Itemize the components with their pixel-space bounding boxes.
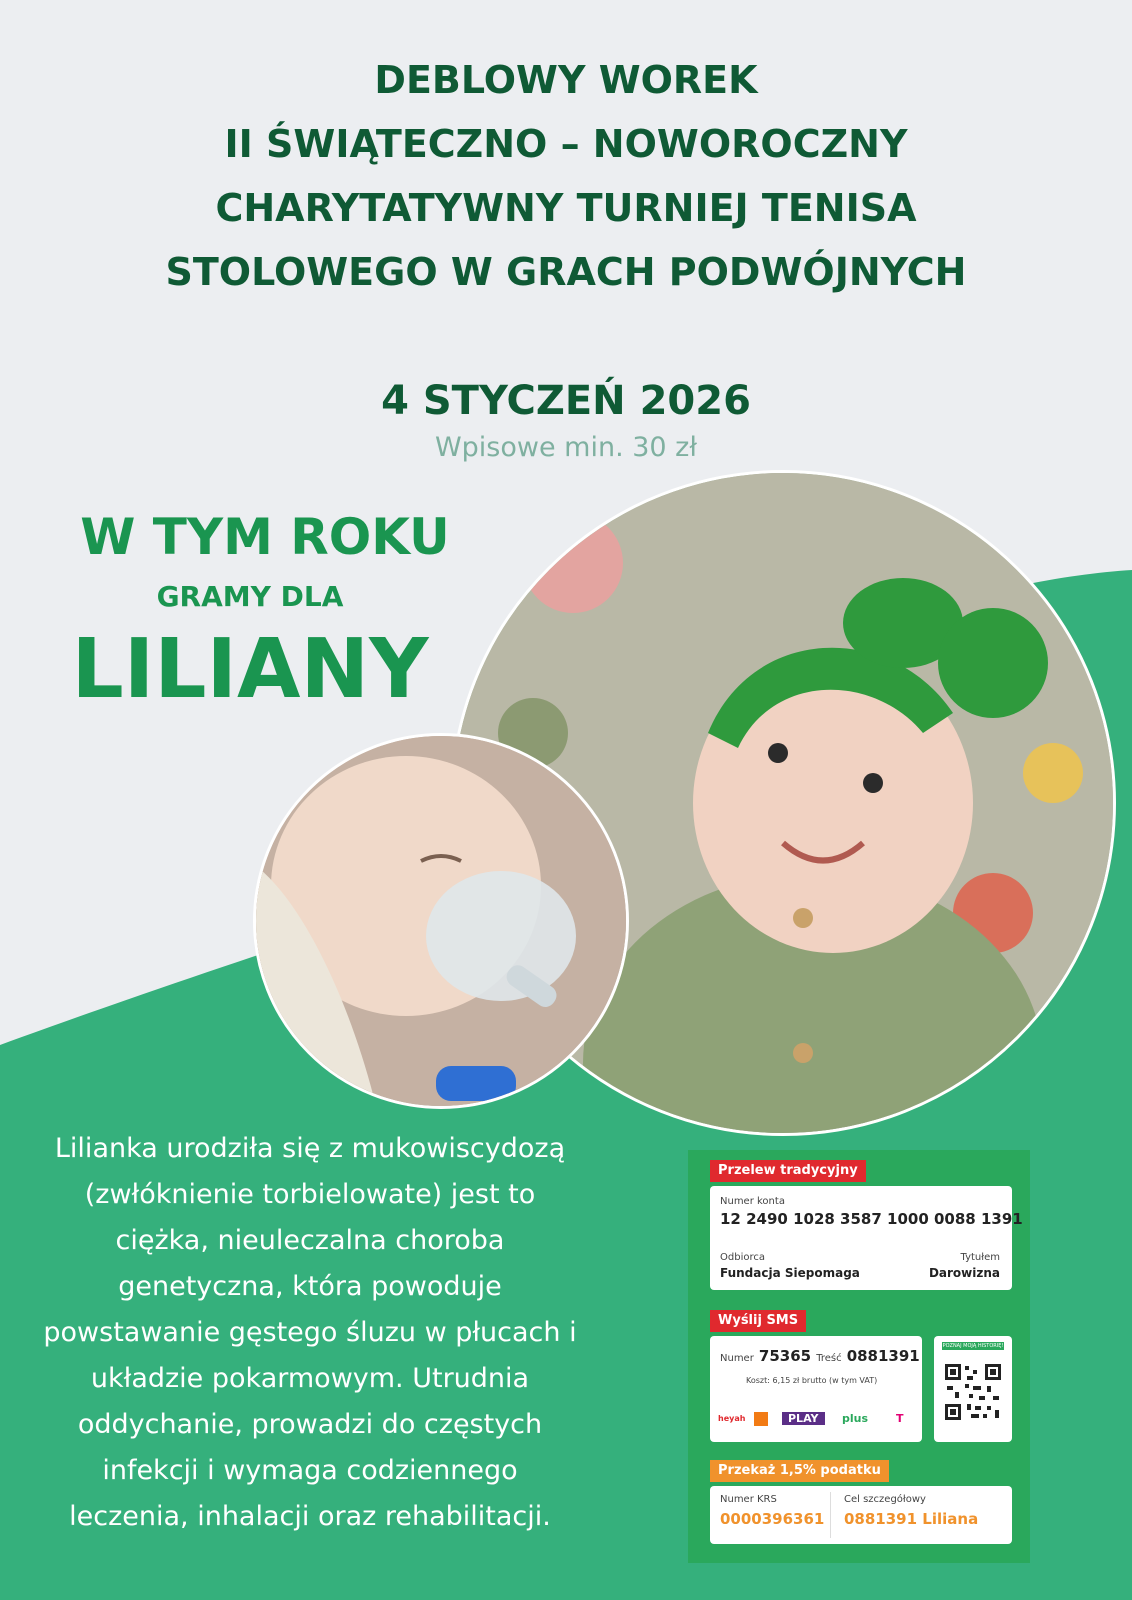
description-line: infekcji i wymaga codziennego bbox=[102, 1455, 518, 1486]
sms-cost: Koszt: 6,15 zł brutto (w tym VAT) bbox=[746, 1376, 878, 1385]
event-date: 4 STYCZEŃ 2026 bbox=[381, 378, 751, 424]
title-label: Tytułem bbox=[960, 1252, 1000, 1263]
sms-content-label: Treść bbox=[816, 1353, 842, 1364]
qr-code-icon[interactable] bbox=[943, 1362, 1003, 1422]
goal-label: Cel szczegółowy bbox=[844, 1494, 926, 1505]
krs-number: 0000396361 bbox=[720, 1510, 825, 1528]
entry-fee: Wpisowe min. 30 zł bbox=[434, 432, 698, 463]
title-line-1: DEBLOWY WOREK bbox=[374, 58, 758, 102]
description-line: oddychanie, prowadzi do częstych bbox=[77, 1409, 543, 1440]
tax-card bbox=[710, 1486, 1012, 1544]
description-line: genetyczna, która powoduje bbox=[118, 1271, 502, 1302]
description-line: Lilianka urodziła się z mukowiscydozą bbox=[54, 1133, 566, 1164]
operator-tmobile: T bbox=[896, 1412, 904, 1425]
description-line: powstawanie gęstego śluzu w płucach i bbox=[43, 1317, 577, 1348]
description-line: (zwłóknienie torbielowate) jest to bbox=[84, 1179, 536, 1210]
we-play-for-heading: GRAMY DLA bbox=[156, 580, 344, 613]
sms-number: 75365 bbox=[758, 1347, 812, 1365]
condition-description bbox=[10, 1126, 610, 1540]
goal-value: 0881391 Liliana bbox=[844, 1510, 979, 1528]
operator-plus: plus bbox=[842, 1412, 869, 1425]
krs-label: Numer KRS bbox=[720, 1494, 777, 1505]
event-title bbox=[0, 48, 1132, 304]
operator-play: PLAY bbox=[782, 1412, 825, 1425]
account-number: 12 2490 1028 3587 1000 0088 1391 bbox=[720, 1210, 1023, 1228]
divider bbox=[830, 1492, 831, 1538]
baby-inhalation-illustration bbox=[256, 736, 626, 1106]
qr-card bbox=[934, 1336, 1012, 1442]
qr-caption: POZNAJ MOJĄ HISTORIĘ! bbox=[942, 1343, 1004, 1349]
recipient-label: Odbiorca bbox=[720, 1252, 765, 1263]
title-line-3: CHARYTATYWNY TURNIEJ TENISA bbox=[215, 186, 917, 230]
description-line: układzie pokarmowym. Utrudnia bbox=[90, 1363, 530, 1394]
sms-card bbox=[710, 1336, 922, 1442]
donation-panel bbox=[688, 1150, 1030, 1563]
transfer-card bbox=[710, 1186, 1023, 1290]
tax-tag: Przekaż 1,5% podatku bbox=[710, 1460, 889, 1482]
baby-inhalation-photo bbox=[253, 733, 629, 1109]
sms-tag: Wyślij SMS bbox=[710, 1310, 806, 1332]
description-line: ciężka, nieuleczalna choroba bbox=[115, 1225, 505, 1256]
title-line-4: STOLOWEGO W GRACH PODWÓJNYCH bbox=[165, 250, 967, 294]
operator-heyah: heyah bbox=[718, 1414, 746, 1423]
title-value: Darowizna bbox=[928, 1266, 1000, 1280]
account-label: Numer konta bbox=[720, 1196, 785, 1207]
description-line: leczenia, inhalacji oraz rehabilitacji. bbox=[69, 1501, 551, 1532]
transfer-tag: Przelew tradycyjny bbox=[710, 1160, 866, 1182]
title-line-2: II ŚWIĄTECZNO – NOWOROCZNY bbox=[224, 122, 908, 166]
recipient-value: Fundacja Siepomaga bbox=[720, 1266, 860, 1280]
orange-logo-icon bbox=[754, 1412, 768, 1426]
sms-number-row bbox=[720, 1346, 920, 1365]
sms-number-label: Numer bbox=[720, 1353, 754, 1364]
sms-content: 0881391 bbox=[846, 1347, 920, 1365]
this-year-heading: W TYM ROKU bbox=[80, 508, 450, 566]
beneficiary-name: LILIANY bbox=[71, 622, 429, 717]
